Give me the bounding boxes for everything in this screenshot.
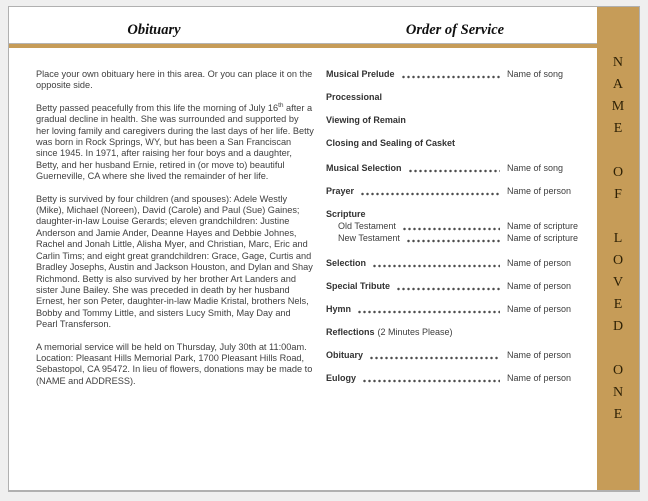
service-item-processional [326,92,591,103]
band-letter: O [612,253,624,268]
dotted-leader [358,305,500,314]
service-value: Name of person [507,373,572,383]
service-value: Name of person [507,304,572,314]
service-item-selection [326,258,591,269]
service-item-eulogy [326,373,591,384]
service-item-hymn [326,304,591,315]
service-item-obituary [326,350,591,361]
obituary-title: Obituary [127,22,181,38]
obituary-paragraph: A memorial service will be held on Thursday, July 30th at 11:00am. Location: Pleasant Hills Memorial Park, 1700 Pleasant Hills Road, Sebastopol, CA 95472. In lieu of flowers, donations may be made to (NAME and ADDRESS). [36,341,313,386]
dotted-leader [361,187,500,196]
band-letter: L [613,231,623,246]
service-value: Name of scripture [507,221,579,231]
service-value: Name of person [507,186,572,196]
service-label: Musical Prelude [326,69,395,79]
band-word-loved [613,232,623,333]
service-item-musical-selection [326,163,591,174]
name-of-loved-one-band [597,7,639,490]
service-value: Name of song [507,163,564,173]
order-of-service-title: Order of Service [405,22,505,38]
obituary-paragraph [36,103,314,183]
dotted-leader [402,70,500,79]
service-item-viewing-of-remain [326,115,591,126]
service-label: Closing and Sealing of Casket [326,138,456,148]
page-header [9,7,597,43]
band-letter: O [612,165,624,180]
obituary-paragraph-text: after a gradual decline in health. She was surrounded and supported by her loving family and caregivers during the last days of her life. Betty was born in Rock Springs, WY, but has been a San Franciscan since 1945. In 1971, after raising her four boys and a daughter, Betty, and her husband Ernie, retired in (or move to) beautiful Guerneville, CA where she lived the remainder of her life. [36,102,314,182]
service-value: Name of song [507,69,564,79]
service-item-closing-and-sealing [326,138,591,149]
order-of-service-header [299,21,597,39]
band-letter: N [612,385,624,400]
band-word-one [613,364,623,421]
ordinal-superscript: th [278,101,284,109]
program-page [8,6,640,492]
service-label: Scripture [326,209,366,219]
service-value: Name of person [507,258,572,268]
obituary-header [9,21,299,39]
obituary-text [36,69,314,398]
service-item-reflections [326,327,591,338]
service-label: Viewing of Remain [326,115,406,125]
band-letter: F [614,187,622,202]
dotted-leader [407,234,500,243]
dotted-leader [373,259,500,268]
band-letter: E [613,407,623,422]
service-value: Name of person [507,350,572,360]
service-item-new-testament [326,233,591,244]
service-label: Selection [326,258,367,268]
band-letter: E [613,297,623,312]
service-note: (2 Minutes Please) [377,327,453,337]
service-label: Processional [326,92,383,102]
obituary-paragraph-text: Betty passed peacefully from this life the morning of July 16 [36,102,279,113]
band-letter: N [612,55,624,70]
obituary-paragraph: Betty is survived by four children (and spouses): Adele Westly (Mike), Michael (Noreen), David (Carole) and Paul (Sue) Gaines; daughter-in-law Louise Gerards; eleven grandchildren: Justine Anderson and Jamie Ander, Deanne Hayes and Debbie Johnes, Rachel and Jonah Little, Alisha Myer, and Christian, Marc, Eric and Carlin Tims; and eight great grandchildren: Grace, Gage, Curtis and Bradley Josephs, Austin and Jackson Houston, and Dylan and Shay Richmond. Betty is also survived by her brother Art Landers and sister June Bailey. She was preceded in death by her husband Ernest, her son Peter, daughter-in-law Madie Kristal, brothers Nels, Bobby and Tommy Little, and sisters Lucy Smith, May Day and Pearl Transferson. [36,193,313,330]
band-word-of [613,166,623,201]
service-item-old-testament [326,221,591,232]
service-value: Name of scripture [507,233,579,243]
band-letter: M [611,99,625,114]
service-item-prayer [326,186,591,197]
service-label: Hymn [326,304,352,314]
band-word-name [612,56,624,135]
dotted-leader [409,164,500,173]
dotted-leader [403,222,500,231]
service-label: Special Tribute [326,281,391,291]
service-label: Reflections [326,327,375,337]
service-item-special-tribute [326,281,591,292]
dotted-leader [397,282,500,291]
order-of-service-list [326,69,591,398]
band-letter: O [612,363,624,378]
band-letter: E [613,121,623,136]
service-label: Prayer [326,186,355,196]
service-item-scripture [326,209,591,220]
band-letter: D [612,319,624,334]
service-value: Name of person [507,281,572,291]
service-sublabel: New Testament [338,233,400,243]
dotted-leader [363,374,500,383]
band-letter: V [612,275,624,290]
service-label: Eulogy [326,373,357,383]
service-label: Musical Selection [326,163,402,173]
service-sublabel: Old Testament [338,221,396,231]
band-letter: A [612,77,624,92]
obituary-paragraph: Place your own obituary here in this area. Or you can place it on the opposite side. [36,69,313,91]
program-content [9,7,597,490]
service-item-musical-prelude [326,69,591,80]
dotted-leader [370,351,500,360]
service-label: Obituary [326,350,364,360]
columns [9,48,597,398]
